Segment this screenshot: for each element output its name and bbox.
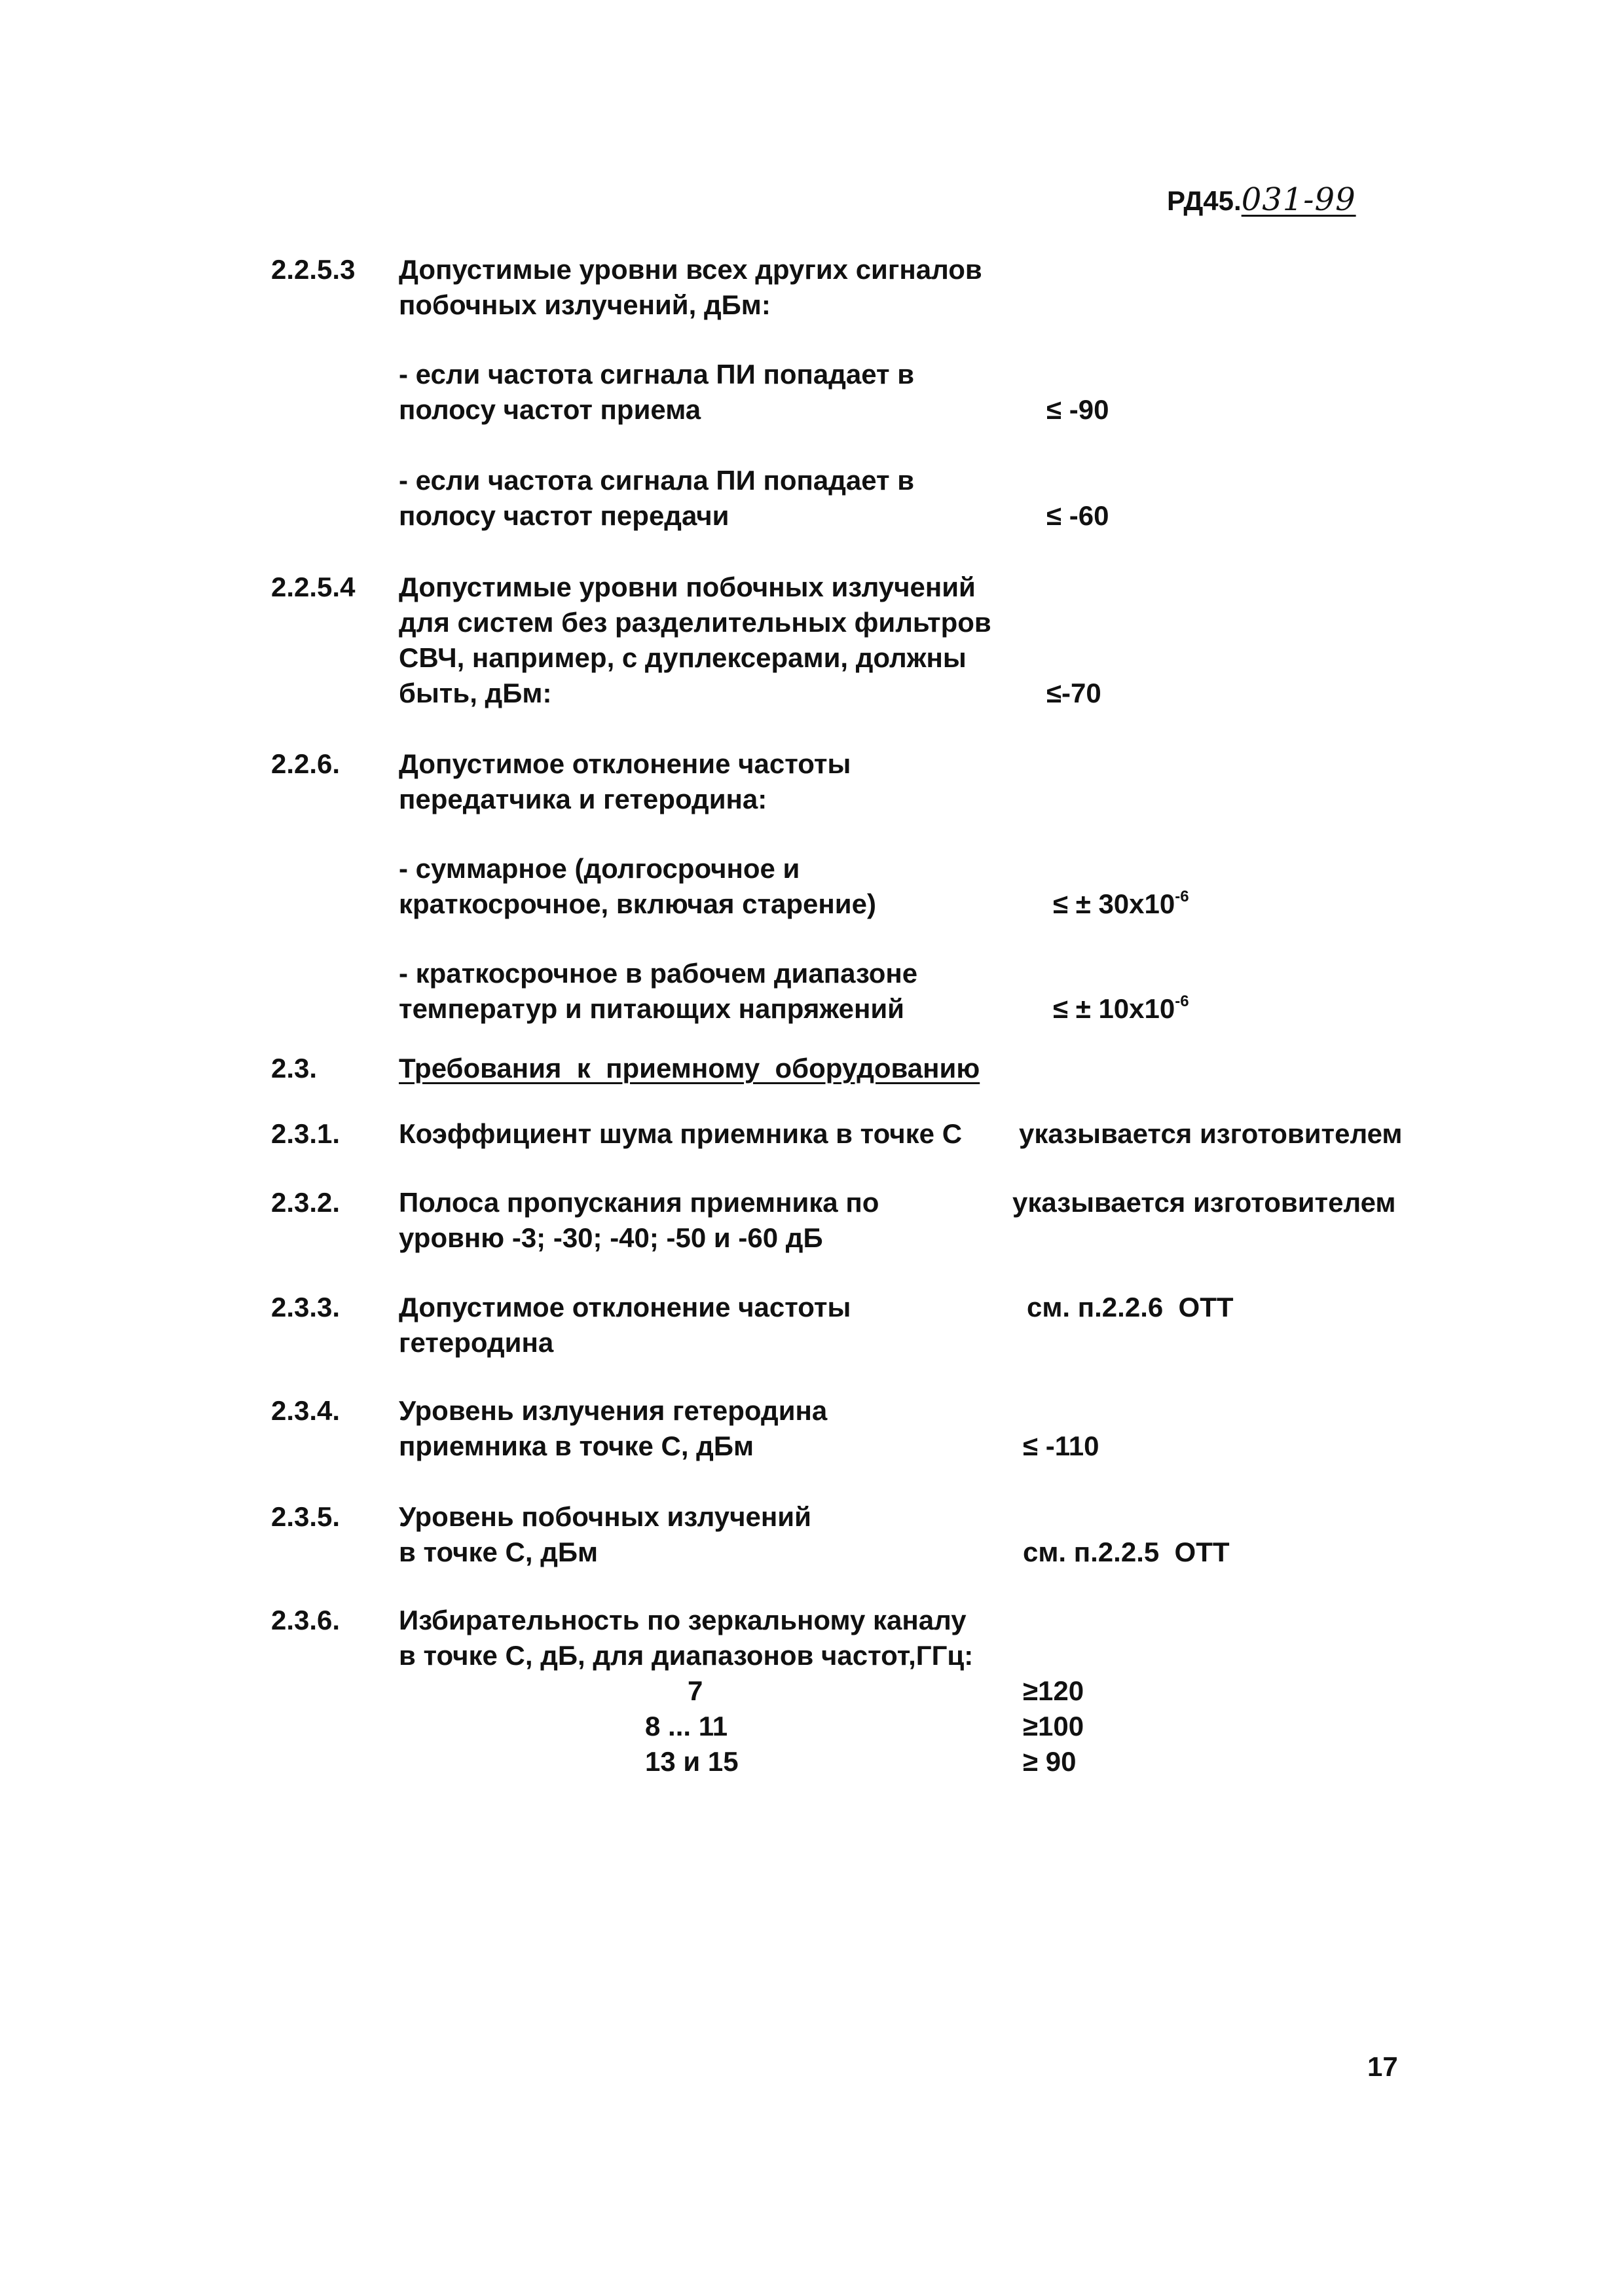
requirement-value: ≤ -90 <box>1046 394 1109 425</box>
requirement-value: указывается изготовителем <box>1019 1118 1403 1149</box>
requirement-value <box>1053 886 1189 922</box>
value-exponent: -6 <box>1175 888 1189 905</box>
clause-number: 2.3.2. <box>271 1187 341 1218</box>
clause-text-line: гетеродина <box>399 1327 554 1358</box>
clause-text-line: передатчика и гетеродина: <box>399 784 767 814</box>
clause-text-line: Допустимые уровни побочных излучений <box>399 572 976 602</box>
value-exponent: -6 <box>1175 993 1189 1010</box>
clause-text-line: Допустимое отклонение частоты <box>399 1292 851 1322</box>
clause-text-line: Коэффициент шума приемника в точке С <box>399 1118 963 1149</box>
clause-number: 2.2.5.4 <box>271 572 356 602</box>
requirement-value: ≤ -60 <box>1046 500 1109 531</box>
requirement-value: ≥120 <box>1023 1675 1084 1706</box>
clause-number: 2.2.6. <box>271 748 341 779</box>
clause-text-line: быть, дБм: <box>399 678 552 708</box>
clause-number: 2.3.4. <box>271 1395 341 1426</box>
requirement-value: ≤-70 <box>1046 678 1101 708</box>
requirement-value: ≤ -110 <box>1023 1430 1099 1461</box>
clause-text-line: уровню -3; -30; -40; -50 и -60 дБ <box>399 1222 823 1253</box>
clause-number: 2.3.5. <box>271 1501 341 1532</box>
clause-number: 2.3.3. <box>271 1292 341 1322</box>
frequency-range: 7 <box>688 1675 703 1706</box>
document-code-prefix: РД45. <box>1167 185 1242 216</box>
subclause-text-line: полосу частот передачи <box>399 500 729 531</box>
subclause-text-line: краткосрочное, включая старение) <box>399 888 876 919</box>
requirement-value: ≥100 <box>1023 1711 1084 1741</box>
subclause-text-line: - если частота сигнала ПИ попадает в <box>399 359 915 390</box>
clause-text-line: в точке С, дБ, для диапазонов частот,ГГц: <box>399 1640 974 1671</box>
clause-text-line: в точке С, дБм <box>399 1537 599 1567</box>
subclause-text-line: полосу частот приема <box>399 394 701 425</box>
section-number: 2.3. <box>271 1053 318 1084</box>
section-heading: Требования к приемному оборудованию <box>399 1053 980 1084</box>
value-base: ≤ ± 10x10 <box>1053 993 1175 1024</box>
clause-text-line: для систем без разделительных фильтров <box>399 607 991 638</box>
clause-number: 2.3.1. <box>271 1118 341 1149</box>
clause-text-line: Уровень побочных излучений <box>399 1501 811 1532</box>
subclause-text-line: - суммарное (долгосрочное и <box>399 853 800 884</box>
requirement-value: см. п.2.2.6 ОТТ <box>1027 1292 1234 1322</box>
document-code <box>1167 182 1356 219</box>
clause-text-line: СВЧ, например, с дуплексерами, должны <box>399 642 967 673</box>
value-base: ≤ ± 30x10 <box>1053 888 1175 919</box>
clause-number: 2.2.5.3 <box>271 254 356 285</box>
document-code-handwritten-number: 031-99 <box>1241 181 1356 218</box>
frequency-range: 13 и 15 <box>645 1746 739 1777</box>
subclause-text-line: - если частота сигнала ПИ попадает в <box>399 465 915 496</box>
requirement-value <box>1053 991 1189 1027</box>
subclause-text-line: температур и питающих напряжений <box>399 993 904 1024</box>
page-number: 17 <box>1367 2051 1398 2082</box>
clause-text-line: Полоса пропускания приемника по <box>399 1187 879 1218</box>
clause-text-line: Избирательность по зеркальному каналу <box>399 1605 967 1635</box>
clause-text-line: Допустимые уровни всех других сигналов <box>399 254 982 285</box>
clause-text-line: Уровень излучения гетеродина <box>399 1395 828 1426</box>
clause-number: 2.3.6. <box>271 1605 341 1635</box>
subclause-text-line: - краткосрочное в рабочем диапазоне <box>399 958 918 989</box>
clause-text-line: приемника в точке С, дБм <box>399 1430 754 1461</box>
requirement-value: указывается изготовителем <box>1012 1187 1396 1218</box>
requirement-value: ≥ 90 <box>1023 1746 1077 1777</box>
clause-text-line: побочных излучений, дБм: <box>399 289 771 320</box>
requirement-value: см. п.2.2.5 ОТТ <box>1023 1537 1230 1567</box>
clause-text-line: Допустимое отклонение частоты <box>399 748 851 779</box>
frequency-range: 8 ... 11 <box>645 1711 728 1741</box>
